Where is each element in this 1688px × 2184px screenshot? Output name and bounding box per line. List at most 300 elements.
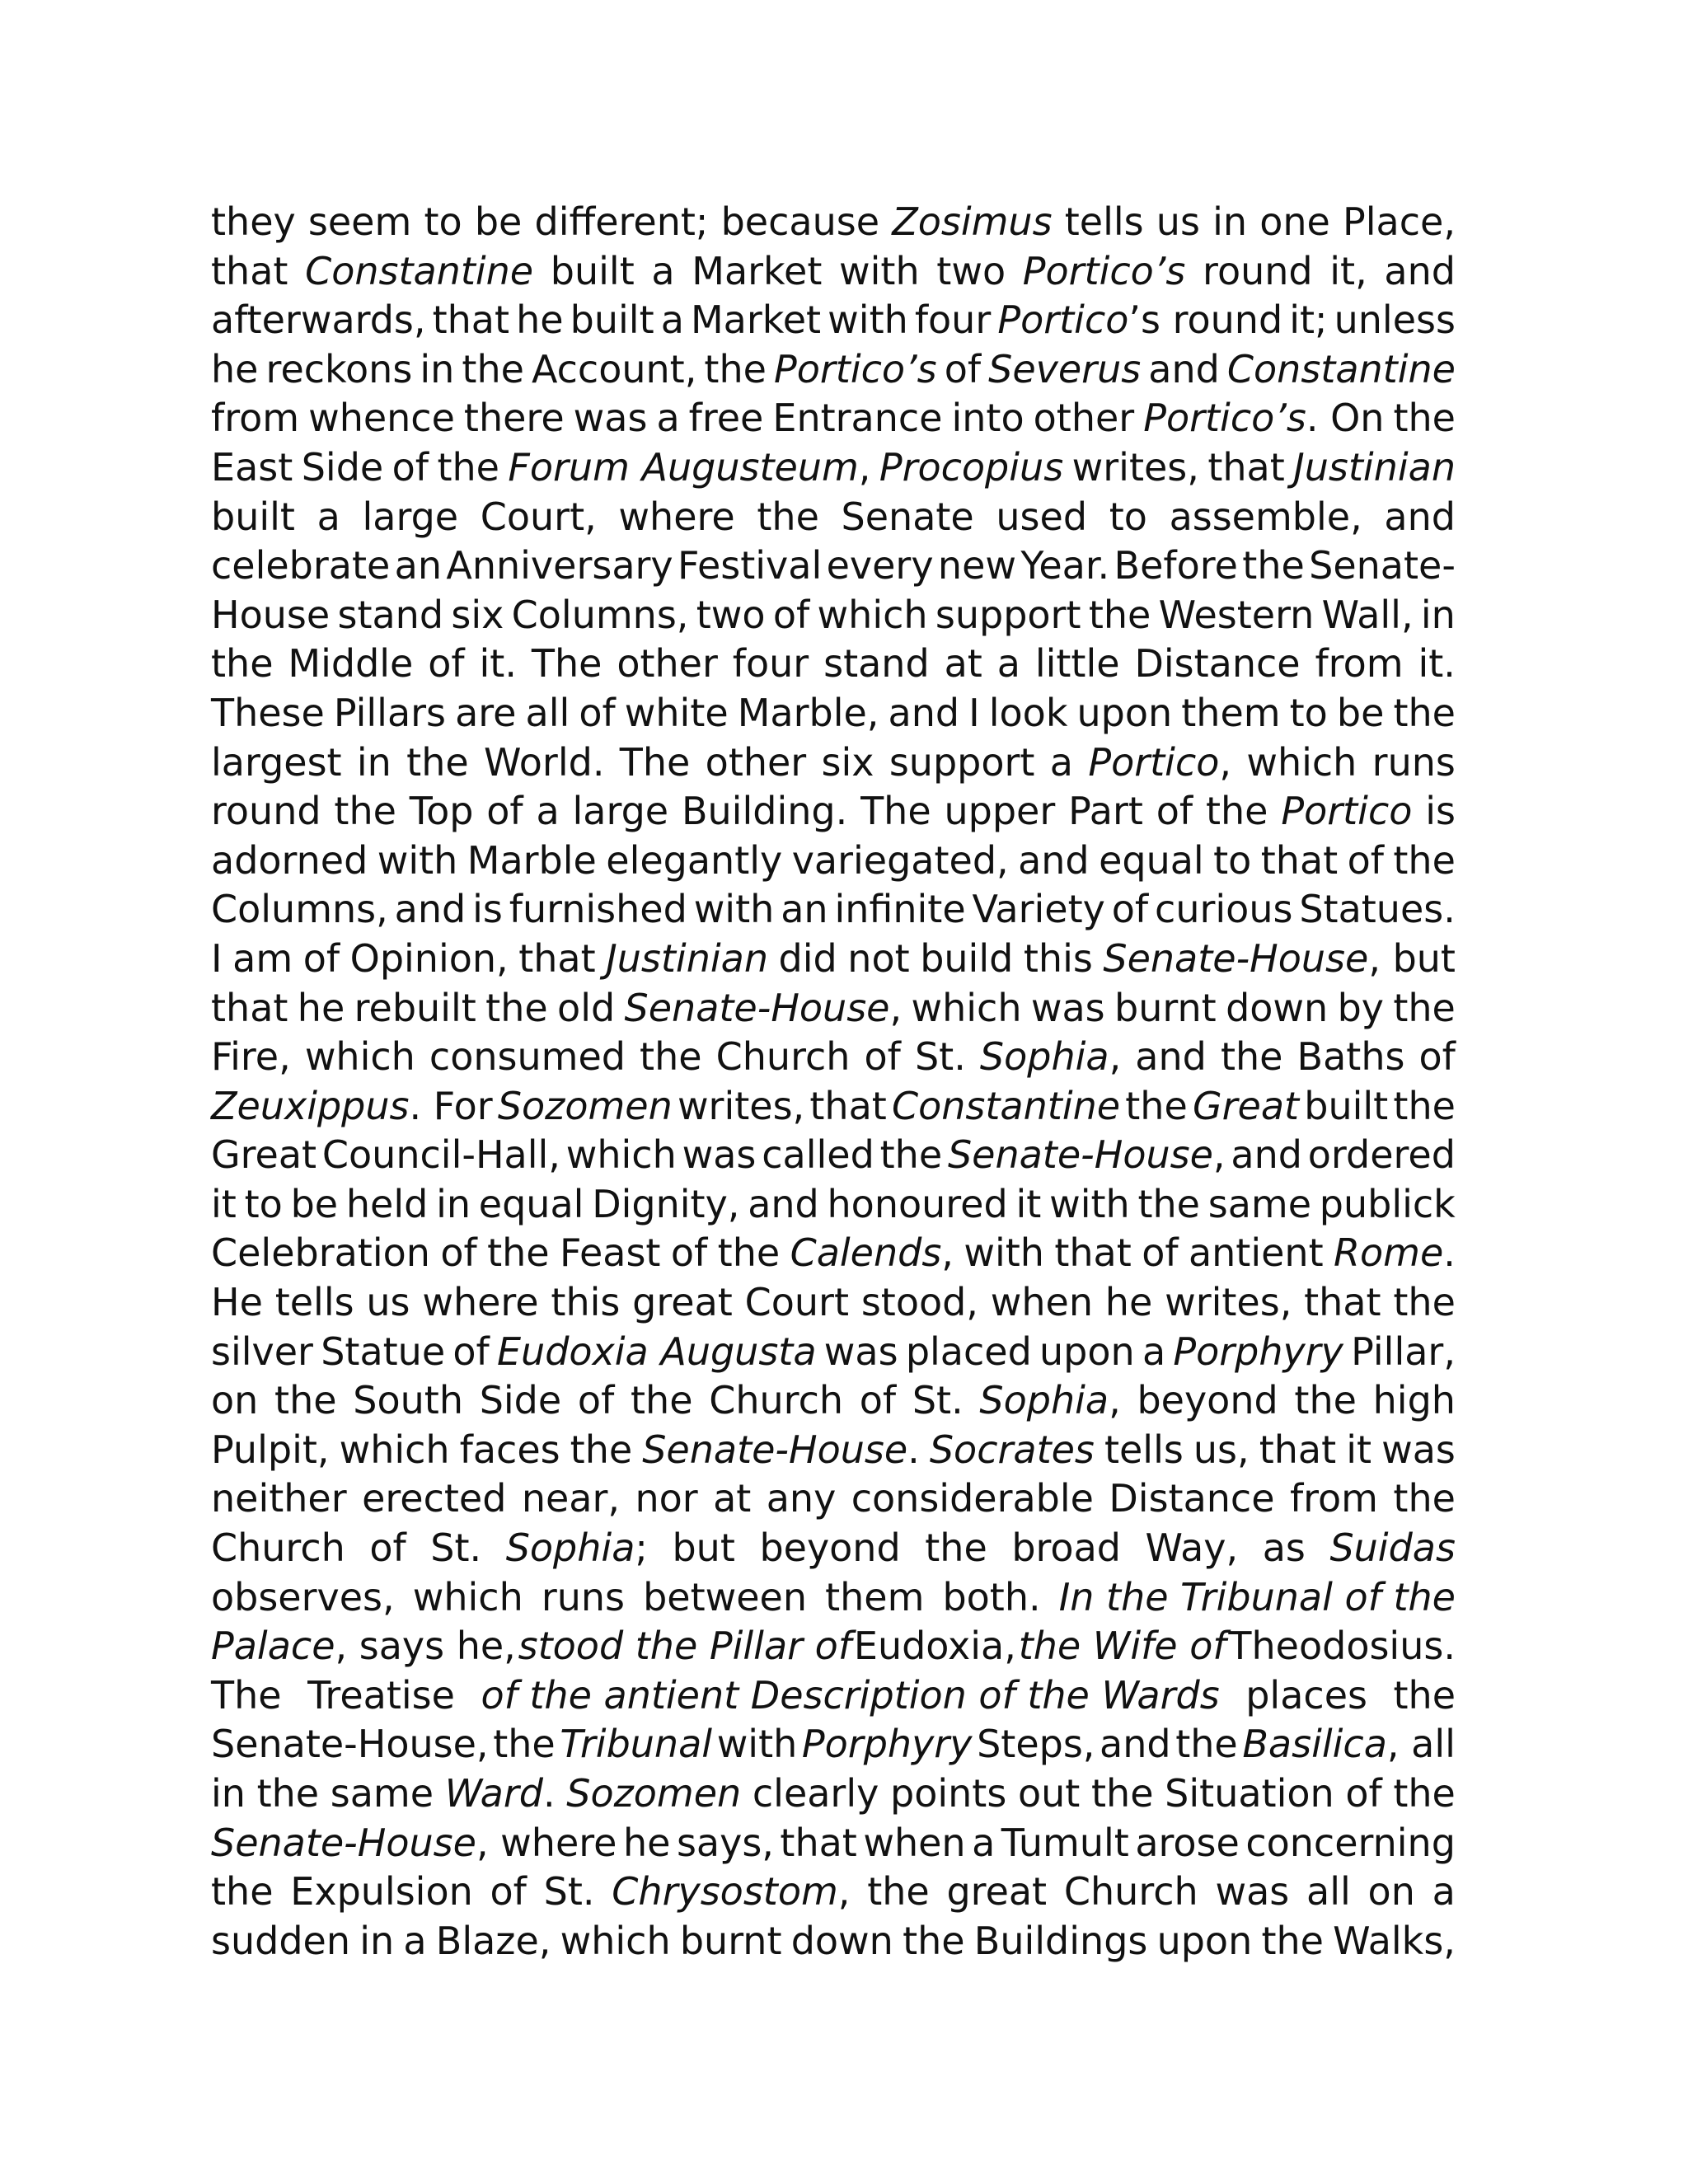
word: with bbox=[1049, 1181, 1130, 1226]
word: to bbox=[1109, 494, 1147, 539]
text-line bbox=[211, 1671, 1456, 1721]
word: Palace bbox=[211, 1624, 335, 1669]
text-line bbox=[211, 591, 1456, 640]
word: them bbox=[1181, 690, 1281, 735]
text-line bbox=[211, 837, 1456, 886]
word: , bbox=[837, 1869, 851, 1915]
word: different; bbox=[534, 199, 709, 244]
word: in bbox=[1420, 592, 1456, 637]
word: and bbox=[1384, 494, 1456, 539]
word: and bbox=[1100, 1722, 1171, 1767]
word: unless bbox=[1334, 298, 1456, 343]
word: any bbox=[766, 1476, 837, 1521]
word: and bbox=[1018, 837, 1090, 883]
word: Sozomen bbox=[497, 1083, 673, 1128]
word: which bbox=[565, 1132, 677, 1178]
word: white bbox=[624, 690, 729, 735]
word: reckons bbox=[265, 346, 413, 391]
word: Ward bbox=[444, 1771, 543, 1816]
word-group bbox=[508, 443, 870, 493]
word: the bbox=[1393, 985, 1456, 1030]
word: that bbox=[1304, 1280, 1381, 1325]
word: Top bbox=[409, 789, 474, 834]
word: was bbox=[823, 1329, 898, 1374]
word: in bbox=[420, 346, 455, 391]
word: near, bbox=[521, 1476, 621, 1521]
word: build bbox=[920, 935, 1014, 981]
word: that bbox=[518, 935, 596, 981]
word: the bbox=[1393, 1771, 1456, 1816]
word-group bbox=[211, 1082, 493, 1132]
word: Great bbox=[1192, 1083, 1300, 1128]
word: Calends bbox=[790, 1230, 942, 1276]
word: Sophia bbox=[505, 1526, 635, 1571]
word-group bbox=[211, 1819, 617, 1868]
word: St. bbox=[914, 1034, 966, 1080]
word: there bbox=[463, 396, 565, 441]
word: other bbox=[705, 739, 807, 785]
word: upper bbox=[944, 789, 1056, 834]
text-line bbox=[211, 1278, 1456, 1328]
text-line bbox=[211, 787, 1456, 837]
word: and bbox=[1384, 248, 1456, 293]
word: Justinian bbox=[1293, 444, 1456, 490]
word: on bbox=[1367, 1869, 1415, 1915]
word: concerning bbox=[1245, 1820, 1456, 1865]
word: upon bbox=[1039, 1329, 1135, 1374]
word: broad bbox=[1011, 1526, 1121, 1571]
word: the bbox=[1091, 1771, 1154, 1816]
word: a bbox=[1432, 1869, 1456, 1915]
text-line bbox=[211, 296, 1456, 345]
word: to bbox=[244, 1181, 283, 1226]
word: of bbox=[490, 1869, 527, 1915]
word: built bbox=[1304, 1083, 1389, 1128]
word: ordered bbox=[1307, 1132, 1456, 1178]
word: support bbox=[889, 739, 1035, 785]
word: is bbox=[1425, 789, 1456, 834]
word: the bbox=[867, 1869, 930, 1915]
word: the bbox=[704, 346, 767, 391]
word: every bbox=[826, 543, 934, 588]
text-line bbox=[211, 247, 1456, 297]
word-group bbox=[445, 1769, 556, 1819]
text-line bbox=[211, 1131, 1456, 1180]
word: runs bbox=[541, 1574, 625, 1619]
word: Portico bbox=[1088, 739, 1220, 785]
word: sudden bbox=[211, 1918, 350, 1963]
word: of bbox=[428, 641, 465, 687]
word: Baths bbox=[1296, 1034, 1405, 1080]
word: with bbox=[964, 1230, 1044, 1276]
word: the bbox=[211, 1869, 274, 1915]
word: it. bbox=[1418, 641, 1456, 687]
word: observes, bbox=[211, 1574, 395, 1619]
word: from bbox=[211, 396, 300, 441]
word: , bbox=[1212, 1132, 1226, 1178]
word: he bbox=[516, 298, 564, 343]
word: the bbox=[640, 1034, 702, 1080]
word: Portico bbox=[997, 298, 1129, 343]
word: that bbox=[211, 248, 288, 293]
word: two bbox=[936, 248, 1006, 293]
word: Church bbox=[709, 1378, 844, 1423]
word: called bbox=[762, 1132, 874, 1178]
word: Council-Hall, bbox=[321, 1132, 560, 1178]
word: , all bbox=[1386, 1722, 1456, 1767]
word: with bbox=[828, 298, 908, 343]
word: says, bbox=[676, 1820, 774, 1865]
word: of bbox=[440, 1230, 477, 1276]
word: Porphyry bbox=[1173, 1329, 1343, 1374]
word: when bbox=[990, 1280, 1093, 1325]
word: large bbox=[572, 789, 669, 834]
word: Building. bbox=[681, 789, 848, 834]
word: the bbox=[631, 1378, 693, 1423]
word: St. bbox=[543, 1869, 595, 1915]
text-line bbox=[211, 1328, 1456, 1377]
word: four bbox=[732, 641, 809, 687]
word: was bbox=[682, 1132, 757, 1178]
word: Tumult bbox=[1001, 1820, 1129, 1865]
word: with bbox=[377, 837, 458, 883]
word: points bbox=[890, 1771, 1007, 1816]
word: high bbox=[1372, 1378, 1456, 1423]
word: of bbox=[864, 1034, 901, 1080]
word: afterwards, bbox=[211, 298, 426, 343]
word: the bbox=[485, 985, 548, 1030]
word: Zosimus bbox=[892, 199, 1053, 244]
word: Columns, bbox=[511, 592, 689, 637]
word-group bbox=[1242, 1720, 1456, 1769]
word: I bbox=[211, 935, 223, 981]
word-group bbox=[997, 296, 1282, 345]
word: Senate-House, bbox=[211, 1722, 489, 1767]
word: be bbox=[290, 1181, 339, 1226]
word: Market bbox=[690, 298, 822, 343]
word: and bbox=[394, 887, 467, 932]
word: St. bbox=[912, 1378, 964, 1423]
word: in bbox=[436, 1181, 471, 1226]
word: was bbox=[1381, 1427, 1456, 1472]
word: beyond bbox=[1137, 1378, 1278, 1423]
word: , bbox=[1109, 1378, 1121, 1423]
word-group bbox=[790, 1229, 954, 1278]
word: writes, bbox=[1165, 1280, 1292, 1325]
word: the Wife of bbox=[1018, 1624, 1226, 1669]
word: Fire, bbox=[211, 1034, 291, 1080]
text-line bbox=[211, 493, 1456, 542]
word: was bbox=[1030, 985, 1105, 1030]
word: burnt bbox=[1114, 985, 1217, 1030]
word: Severus bbox=[988, 346, 1142, 391]
word: the bbox=[1175, 1722, 1238, 1767]
word: which bbox=[560, 1918, 671, 1963]
word: Expulsion bbox=[290, 1869, 473, 1915]
word: of bbox=[1345, 1771, 1382, 1816]
word: Festival bbox=[678, 543, 823, 588]
word: . bbox=[1443, 1230, 1456, 1276]
word: Columns, bbox=[211, 887, 388, 932]
word-group bbox=[211, 1622, 516, 1671]
word: Entrance bbox=[772, 396, 943, 441]
word: was bbox=[573, 396, 648, 441]
word: both. bbox=[942, 1574, 1041, 1619]
word: from bbox=[1315, 641, 1404, 687]
text-line bbox=[211, 1917, 1456, 1966]
word: Basilica bbox=[1242, 1722, 1387, 1767]
word: into bbox=[951, 396, 1025, 441]
word: Senate-House bbox=[947, 1132, 1213, 1178]
word: when bbox=[863, 1820, 966, 1865]
word: of bbox=[670, 1230, 708, 1276]
word: honoured bbox=[827, 1181, 1008, 1226]
word: of bbox=[452, 1329, 490, 1374]
word: Constantine bbox=[305, 248, 534, 293]
text-line bbox=[211, 984, 1456, 1033]
word: runs bbox=[1372, 739, 1456, 785]
word: celebrate bbox=[211, 543, 391, 588]
word: the bbox=[1393, 690, 1456, 735]
word: Situation bbox=[1165, 1771, 1334, 1816]
word: four bbox=[914, 298, 992, 343]
word: Church bbox=[1063, 1869, 1198, 1915]
word: the bbox=[925, 1526, 987, 1571]
word: is bbox=[472, 887, 503, 932]
word: whence bbox=[308, 396, 455, 441]
word: of bbox=[1156, 789, 1193, 834]
word: Senate- bbox=[1309, 543, 1456, 588]
word: Dignity, bbox=[592, 1181, 740, 1226]
word: Distance bbox=[1109, 1476, 1275, 1521]
word: that bbox=[432, 298, 510, 343]
word: Procopius bbox=[879, 444, 1064, 490]
word: because bbox=[720, 199, 880, 244]
word: be bbox=[1336, 690, 1385, 735]
word: the bbox=[487, 1230, 550, 1276]
word: at bbox=[944, 641, 982, 687]
word: and bbox=[748, 1181, 819, 1226]
word: the bbox=[757, 494, 819, 539]
word: Porphyry bbox=[801, 1722, 973, 1767]
word: Portico’s bbox=[1022, 248, 1186, 293]
text-line bbox=[211, 1474, 1456, 1524]
word: an bbox=[781, 887, 828, 932]
word: faces bbox=[459, 1427, 560, 1472]
word: built bbox=[550, 248, 635, 293]
word: the bbox=[879, 1132, 943, 1178]
word: a bbox=[651, 248, 675, 293]
word: Side bbox=[479, 1378, 562, 1423]
text-line bbox=[211, 443, 1456, 493]
word: He bbox=[211, 1280, 263, 1325]
word: stood the Pillar of bbox=[518, 1624, 852, 1669]
word: a bbox=[972, 1820, 996, 1865]
word: stand bbox=[823, 641, 930, 687]
word: of bbox=[1142, 1230, 1179, 1276]
word: . bbox=[907, 1427, 920, 1472]
word-group bbox=[506, 1524, 648, 1573]
text-line bbox=[211, 640, 1456, 689]
word: Wall, bbox=[1321, 592, 1414, 637]
word: used bbox=[996, 494, 1088, 539]
word: other bbox=[1033, 396, 1135, 441]
word: of bbox=[1347, 837, 1384, 883]
word: all bbox=[1306, 1869, 1351, 1915]
word: am bbox=[232, 935, 293, 981]
word: of bbox=[577, 1378, 615, 1423]
word: he bbox=[622, 1820, 671, 1865]
word: the bbox=[274, 1378, 337, 1423]
word: Treatise bbox=[307, 1672, 455, 1718]
word: I bbox=[968, 690, 980, 735]
word: Anniversary bbox=[446, 543, 673, 588]
word: Constantine bbox=[1226, 346, 1456, 391]
word: the bbox=[570, 1427, 633, 1472]
word: the bbox=[334, 789, 396, 834]
word: with bbox=[839, 248, 920, 293]
word: the bbox=[903, 1918, 965, 1963]
word: and bbox=[1231, 1132, 1302, 1178]
word: Blaze, bbox=[435, 1918, 551, 1963]
word: from bbox=[1289, 1476, 1378, 1521]
word: stood, bbox=[860, 1280, 978, 1325]
text-line bbox=[211, 1524, 1456, 1573]
word: free bbox=[688, 396, 764, 441]
word-group bbox=[979, 1376, 1120, 1426]
word: St. bbox=[430, 1526, 482, 1571]
word: Place, bbox=[1343, 199, 1456, 244]
word: Rome bbox=[1334, 1230, 1444, 1276]
word: that bbox=[1054, 1230, 1132, 1276]
word: , where bbox=[476, 1820, 617, 1865]
word: the bbox=[1393, 1672, 1456, 1718]
word: Middle bbox=[288, 641, 414, 687]
word: , bbox=[941, 1230, 954, 1276]
word: built bbox=[570, 298, 654, 343]
text-line bbox=[211, 738, 1456, 788]
word: tells bbox=[274, 1280, 354, 1325]
word: other bbox=[617, 641, 718, 687]
word: the bbox=[1393, 1476, 1456, 1521]
word: us bbox=[1156, 199, 1200, 244]
word: beyond bbox=[759, 1526, 901, 1571]
word: and bbox=[888, 690, 960, 735]
word: the bbox=[437, 444, 499, 490]
word: . For bbox=[409, 1083, 493, 1128]
word: Senate-House bbox=[642, 1427, 908, 1472]
text-line bbox=[211, 198, 1456, 247]
word: Steps, bbox=[977, 1722, 1095, 1767]
word: burnt bbox=[679, 1918, 782, 1963]
word: largest bbox=[211, 739, 342, 785]
word: the bbox=[1205, 789, 1268, 834]
word: curious bbox=[1155, 887, 1293, 932]
text-line bbox=[211, 935, 1456, 984]
word: Justinian bbox=[606, 935, 768, 981]
word: In the Tribunal of the bbox=[1058, 1574, 1456, 1619]
word: Senate-House bbox=[211, 1820, 476, 1865]
word: of bbox=[944, 346, 982, 391]
word: one bbox=[1259, 199, 1330, 244]
word: World. bbox=[484, 739, 605, 785]
word: at bbox=[713, 1476, 752, 1521]
word: that bbox=[1259, 1427, 1337, 1472]
word: Portico bbox=[1281, 789, 1413, 834]
word: Socrates bbox=[929, 1427, 1095, 1472]
word: down bbox=[790, 1918, 893, 1963]
word: to bbox=[1289, 690, 1328, 735]
word: they bbox=[211, 199, 296, 244]
word: neither bbox=[211, 1476, 347, 1521]
word-group bbox=[1143, 394, 1384, 443]
text-line bbox=[211, 1720, 1456, 1769]
word: Eudoxia, bbox=[853, 1624, 1016, 1669]
word: to bbox=[424, 199, 462, 244]
text-line bbox=[211, 1426, 1456, 1475]
word: a bbox=[1049, 739, 1073, 785]
word: us, bbox=[1193, 1427, 1250, 1472]
word: furnished bbox=[509, 887, 687, 932]
word: antient bbox=[1188, 1230, 1324, 1276]
word: arose bbox=[1135, 1820, 1240, 1865]
word: all bbox=[525, 690, 570, 735]
word: same bbox=[330, 1771, 434, 1816]
word: . bbox=[543, 1771, 556, 1816]
word: stand bbox=[337, 592, 444, 637]
word: as bbox=[1262, 1526, 1306, 1571]
word: Portico’s bbox=[774, 346, 937, 391]
word-group bbox=[642, 1426, 920, 1475]
word: of bbox=[392, 444, 429, 490]
word: Senate bbox=[841, 494, 974, 539]
word: of bbox=[302, 935, 340, 981]
word: Walks, bbox=[1333, 1918, 1456, 1963]
word: where bbox=[618, 494, 735, 539]
word: erected bbox=[362, 1476, 507, 1521]
word: Court, bbox=[480, 494, 597, 539]
word: of bbox=[859, 1378, 897, 1423]
word: this bbox=[1023, 935, 1093, 981]
word: the bbox=[493, 1722, 556, 1767]
word: the bbox=[1261, 1918, 1324, 1963]
word: of bbox=[579, 690, 616, 735]
text-line bbox=[211, 1033, 1456, 1082]
word: it bbox=[211, 1181, 237, 1226]
word: out bbox=[1017, 1771, 1081, 1816]
word: in bbox=[356, 739, 392, 785]
word: which bbox=[339, 1427, 450, 1472]
word: of bbox=[486, 789, 523, 834]
word: and bbox=[1148, 346, 1220, 391]
word: that bbox=[809, 1083, 887, 1128]
word: Forum Augusteum bbox=[508, 444, 859, 490]
word: , bbox=[1219, 739, 1231, 785]
word: The bbox=[860, 789, 931, 834]
word: the bbox=[211, 641, 274, 687]
word: Zeuxippus bbox=[211, 1083, 410, 1128]
word: Statues. bbox=[1299, 887, 1456, 932]
word: the bbox=[1088, 592, 1151, 637]
word: the bbox=[717, 1230, 781, 1276]
word: variegated, bbox=[791, 837, 1009, 883]
word: equal bbox=[478, 1181, 584, 1226]
word: equal bbox=[1099, 837, 1204, 883]
word-group bbox=[1088, 738, 1231, 788]
word: down bbox=[1226, 985, 1329, 1030]
word: Before bbox=[1114, 543, 1238, 588]
word: Account, bbox=[531, 346, 697, 391]
